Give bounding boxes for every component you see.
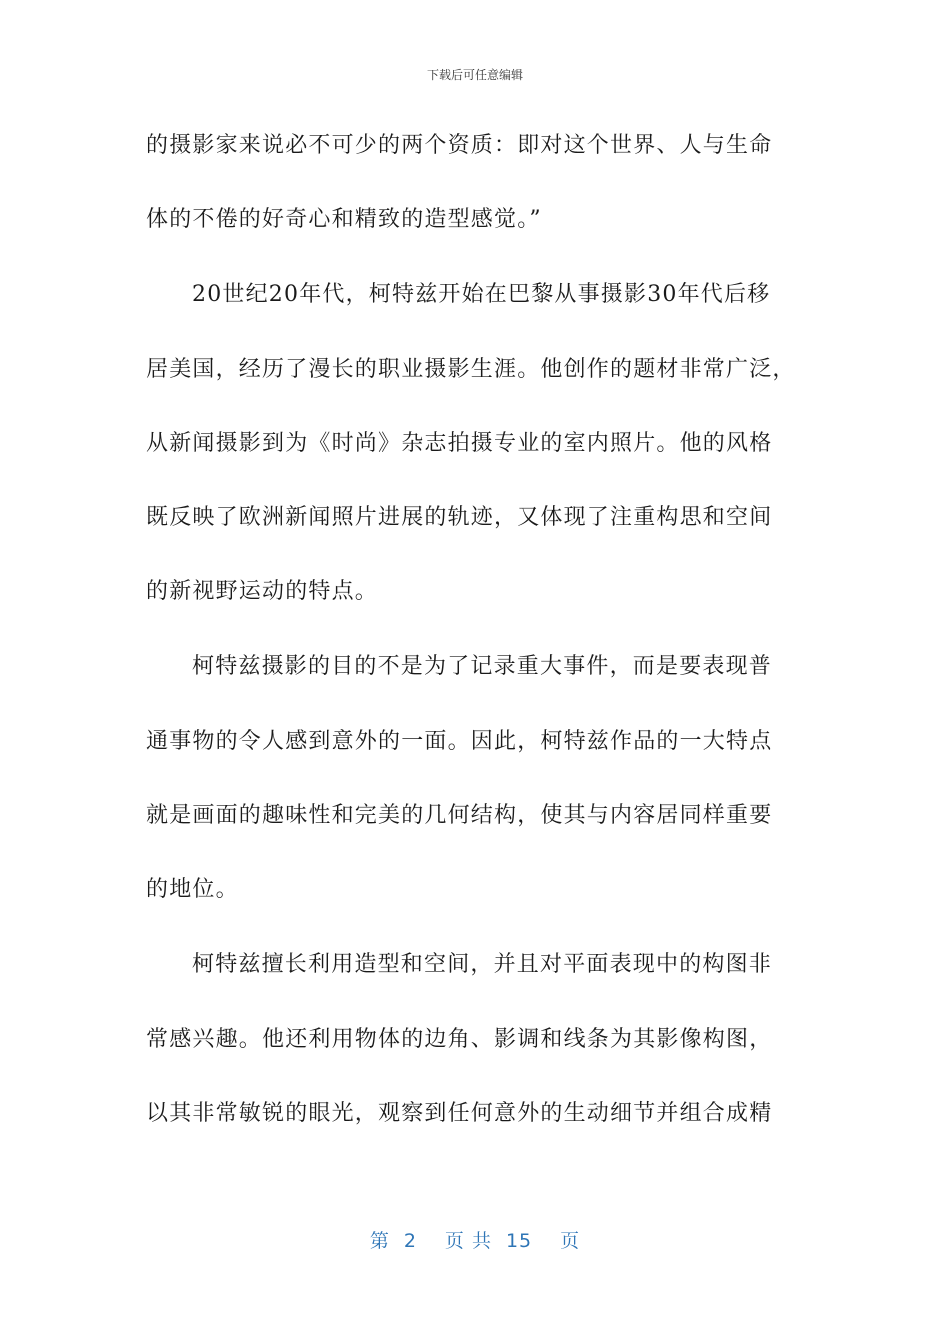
text-line: 柯特兹摄影的目的不是为了记录重大事件，而是要表现普 bbox=[192, 654, 773, 679]
text-line: 常感兴趣。他还利用物体的边角、影调和线条为其影像构图， bbox=[146, 1027, 773, 1052]
footer-label-total: 页 共 bbox=[444, 1230, 492, 1252]
text-line: 居美国，经历了漫长的职业摄影生涯。他创作的题材非常广泛， bbox=[146, 357, 796, 382]
footer-label-end: 页 bbox=[560, 1230, 581, 1252]
text-line: 就是画面的趣味性和完美的几何结构，使其与内容居同样重要 bbox=[146, 803, 773, 828]
text-line: 通事物的令人感到意外的一面。因此，柯特兹作品的一大特点 bbox=[146, 729, 773, 754]
text-line: 柯特兹擅长利用造型和空间，并且对平面表现中的构图非 bbox=[192, 952, 773, 977]
footer-total-pages: 15 bbox=[505, 1230, 533, 1252]
text-line: 的新视野运动的特点。 bbox=[146, 579, 379, 604]
text-line: 的地位。 bbox=[146, 877, 239, 902]
text-line: 20世纪20年代，柯特兹开始在巴黎从事摄影30年代后移 bbox=[192, 282, 771, 307]
text-line: 体的不倦的好奇心和精致的造型感觉。” bbox=[146, 207, 542, 232]
text-line: 的摄影家来说必不可少的两个资质：即对这个世界、人与生命 bbox=[146, 133, 773, 158]
page-header: 下载后可任意编辑 bbox=[426, 68, 523, 82]
text-line: 从新闻摄影到为《时尚》杂志拍摄专业的室内照片。他的风格 bbox=[146, 431, 773, 456]
text-line: 既反映了欧洲新闻照片进展的轨迹，又体现了注重构思和空间 bbox=[146, 505, 773, 530]
footer-current-page: 2 bbox=[403, 1230, 417, 1252]
footer-label-page: 第 bbox=[369, 1230, 390, 1252]
text-line: 以其非常敏锐的眼光，观察到任何意外的生动细节并组合成精 bbox=[146, 1101, 773, 1126]
page-footer bbox=[0, 1226, 950, 1253]
